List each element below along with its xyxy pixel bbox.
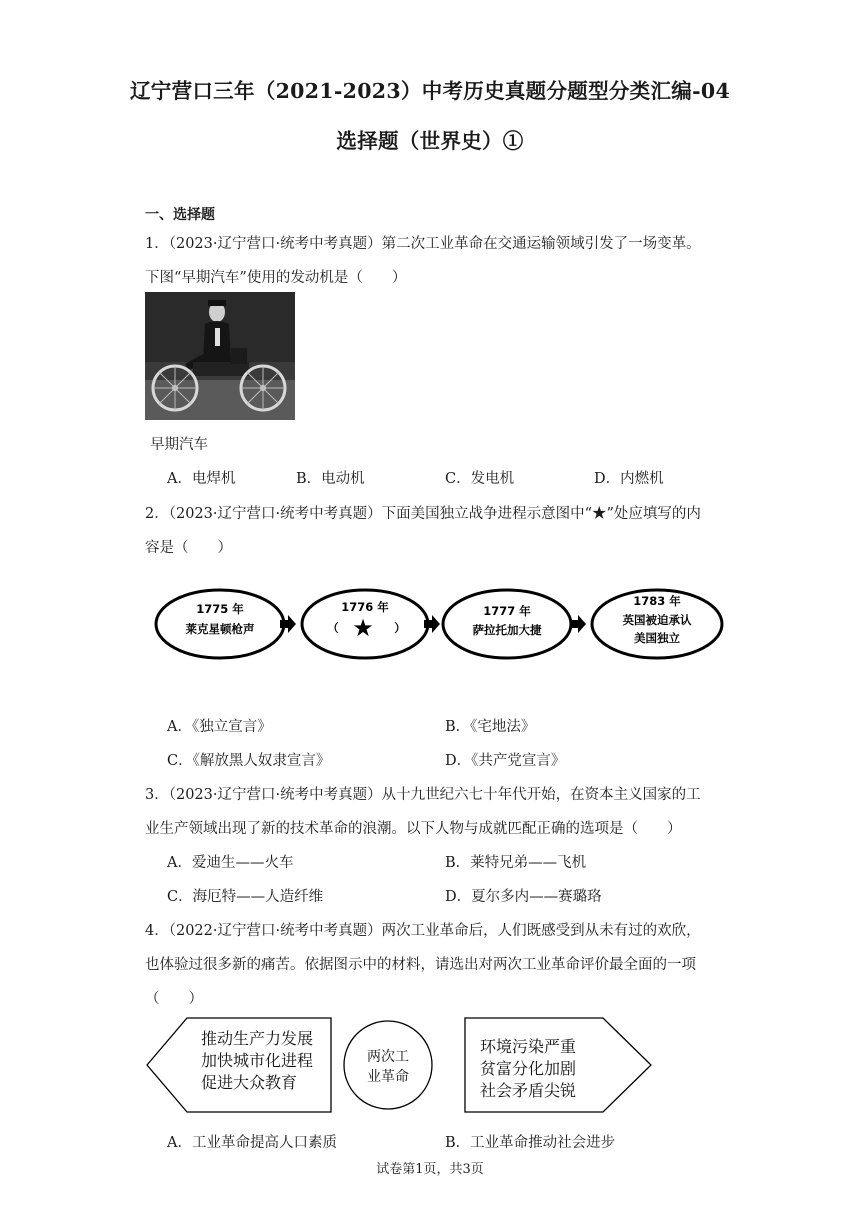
page-footer: 试卷第1页，共3页 — [376, 1162, 484, 1177]
section-heading: 一、选择题 — [145, 207, 215, 223]
node3-text: 萨拉托加大捷 — [472, 623, 542, 637]
node3-year: 1777 年 — [483, 604, 531, 618]
q4-option-b[interactable]: B．工业革命推动社会进步 — [445, 1135, 616, 1151]
center-label-1: 两次工 — [367, 1049, 409, 1065]
q4-option-a[interactable]: A．工业革命提高人口素质 — [167, 1135, 337, 1151]
q4-stem-line1: 4．（2022·辽宁营口·统考中考真题）两次工业革命后，人们既感受到从未有过的欢欣， — [145, 923, 701, 939]
negative-effect-3: 社会矛盾尖锐 — [480, 1081, 577, 1100]
positive-effect-1: 推动生产力发展 — [201, 1029, 314, 1048]
center-label-2: 业革命 — [367, 1069, 409, 1085]
negative-effect-2: 贫富分化加剧 — [480, 1059, 577, 1078]
document-title-line1: 辽宁营口三年（2021-2023）中考历史真题分题型分类汇编-04 — [129, 79, 731, 103]
q3-stem-line2: 业生产领域出现了新的技术革命的浪潮。以下人物与成就匹配正确的选项是（ ） — [145, 821, 682, 837]
q3-option-d[interactable]: D．夏尔多内——赛璐珞 — [445, 889, 602, 905]
q1-stem-line1: 1．（2023·辽宁营口·统考中考真题）第二次工业革命在交通运输领域引发了一场变革。 — [145, 236, 701, 252]
q2-option-b[interactable]: B．《宅地法》 — [445, 719, 536, 735]
q3-option-b[interactable]: B．莱特兄弟——飞机 — [445, 855, 587, 871]
q1-option-c[interactable]: C．发电机 — [445, 471, 515, 487]
node2-left-paren: （ — [327, 621, 339, 635]
early-car-photo — [145, 292, 295, 420]
negative-effect-1: 环境污染严重 — [480, 1037, 577, 1056]
arrow-3 — [570, 615, 586, 633]
q2-stem-line1: 2．（2023·辽宁营口·统考中考真题）下面美国独立战争进程示意图中“★”处应填写的内 — [145, 506, 701, 522]
industrial-revolution-diagram — [145, 1015, 657, 1115]
positive-effect-2: 加快城市化进程 — [201, 1051, 314, 1070]
node4-text2: 美国独立 — [634, 631, 680, 645]
q3-stem-line1: 3．（2023·辽宁营口·统考中考真题）从十九世纪六七十年代开始，在资本主义国家的工 — [145, 787, 701, 803]
q2-option-a[interactable]: A．《独立宣言》 — [167, 719, 272, 735]
q1-stem-line2: 下图“早期汽车”使用的发动机是（ ） — [145, 270, 407, 286]
node1-text: 莱克星顿枪声 — [185, 622, 255, 636]
q2-stem-line2: 容是（ ） — [145, 540, 232, 556]
q4-stem-line2: 也体验过很多新的痛苦。依据图示中的材料，请选出对两次工业革命评价最全面的一项 — [145, 957, 696, 973]
photo-caption: 早期汽车 — [150, 437, 208, 453]
node2-right-paren: ） — [394, 621, 406, 635]
q1-option-b[interactable]: B．电动机 — [296, 471, 365, 487]
positive-effect-3: 促进大众教育 — [201, 1073, 298, 1092]
q1-option-a[interactable]: A．电焊机 — [167, 471, 236, 487]
q2-option-c[interactable]: C．《解放黑人奴隶宣言》 — [167, 753, 331, 769]
node1-year: 1775 年 — [196, 602, 244, 616]
star-icon: ★ — [352, 614, 374, 642]
q3-option-a[interactable]: A．爱迪生——火车 — [167, 855, 294, 871]
q4-stem-line3: （ ） — [145, 991, 203, 1007]
q3-option-c[interactable]: C．海厄特——人造纤维 — [167, 889, 324, 905]
q1-option-d[interactable]: D．内燃机 — [594, 471, 664, 487]
node4-year: 1783 年 — [633, 594, 681, 608]
center-circle — [344, 1021, 432, 1109]
independence-war-diagram — [145, 580, 725, 670]
node4-text1: 英国被迫承认 — [622, 613, 692, 627]
q2-option-d[interactable]: D．《共产党宣言》 — [445, 753, 566, 769]
node2-year: 1776 年 — [341, 600, 389, 614]
document-title-line2: 选择题（世界史）① — [336, 129, 524, 153]
